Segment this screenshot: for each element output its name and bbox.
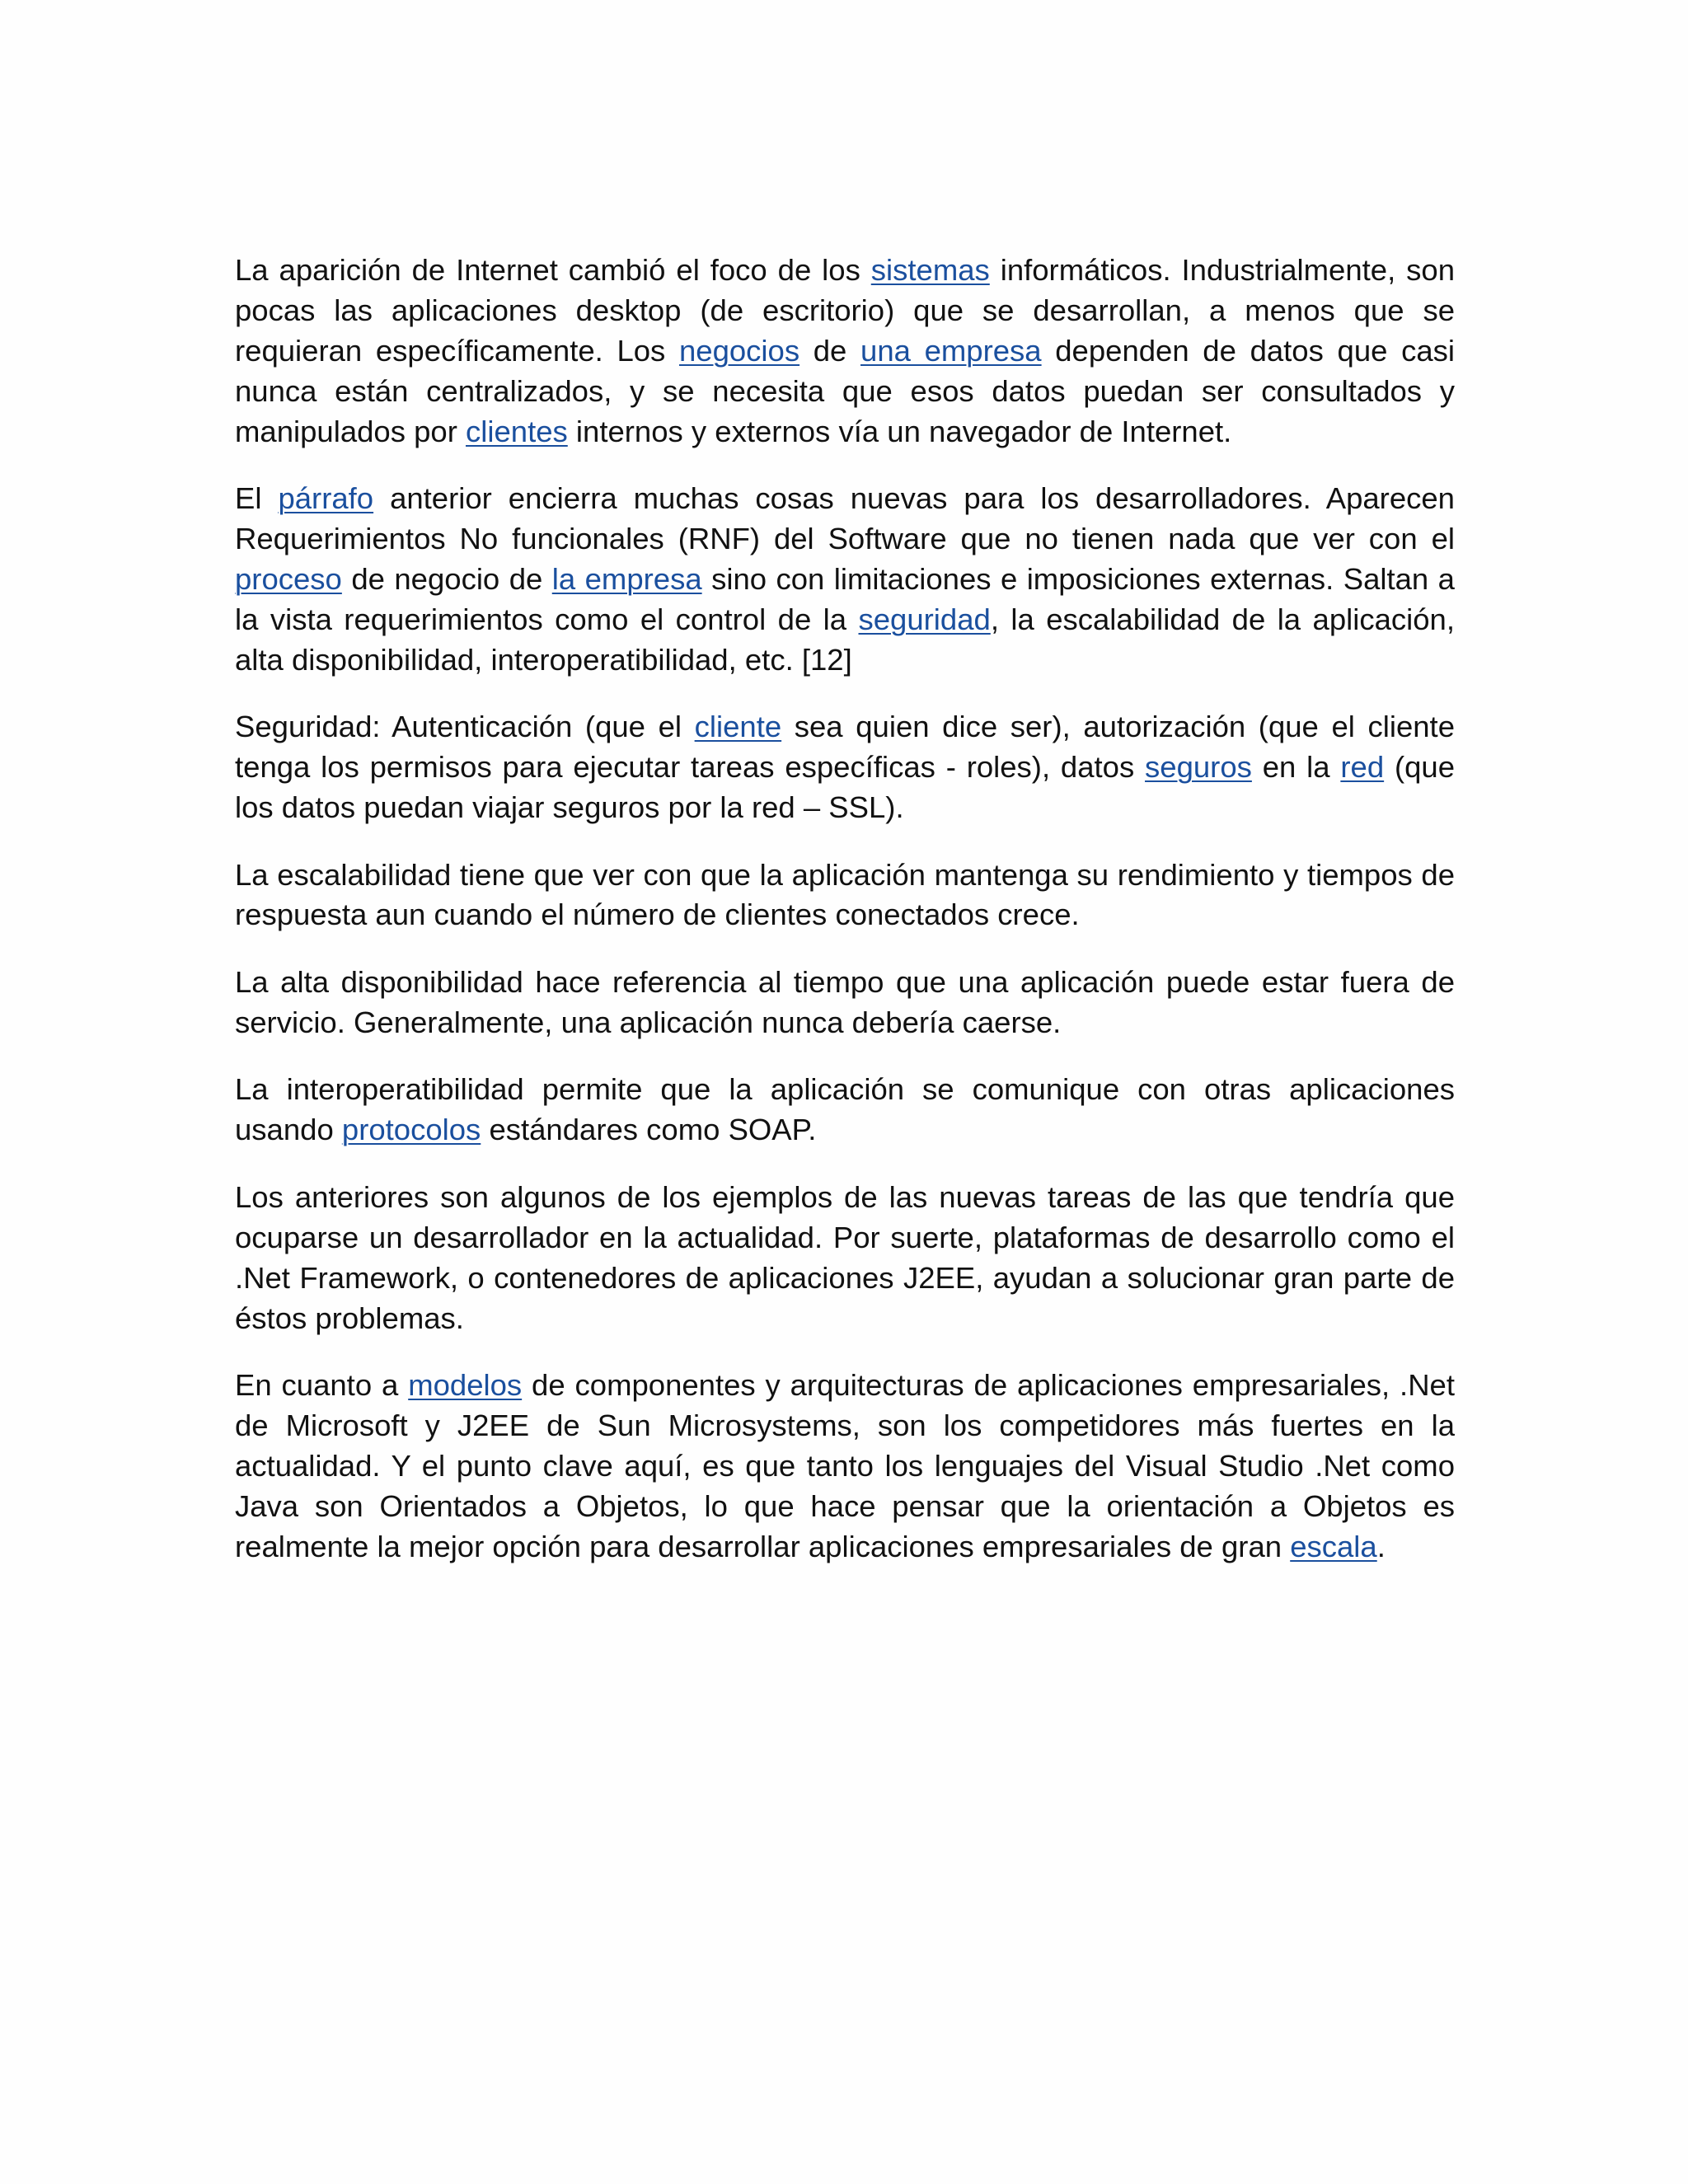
paragraph bbox=[235, 1178, 1455, 1339]
link-protocolos[interactable]: protocolos bbox=[341, 1113, 481, 1147]
link-sistemas[interactable]: sistemas bbox=[870, 253, 990, 287]
link-seguridad[interactable]: seguridad bbox=[858, 602, 991, 636]
text-span: dependen de datos que casi nunca están centralizados, y se necesita que esos datos puedan ser consultados y manipulados por bbox=[235, 333, 1455, 448]
document-body bbox=[235, 251, 1455, 1594]
paragraph bbox=[235, 1070, 1455, 1151]
paragraph bbox=[235, 479, 1455, 681]
link-proceso[interactable]: proceso bbox=[235, 561, 342, 596]
paragraph bbox=[235, 1366, 1455, 1568]
text-span: La alta disponibilidad hace referencia al tiempo que una aplicación puede estar fuera de servicio. Generalmente, una aplicación nunca debería caerse. bbox=[235, 964, 1455, 1039]
text-span: sea quien dice ser), autorización (que el cliente tenga los permisos para ejecutar tareas específicas - roles), datos bbox=[235, 710, 1455, 785]
link-clientes[interactable]: clientes bbox=[466, 414, 568, 448]
text-span: Los anteriores son algunos de los ejemplos de las nuevas tareas de las que tendría que ocuparse un desarrollador en la actualidad. Por suerte, plataformas de desarrollo como el .Net Framework, o contenedores de aplicaciones J2EE, ayudan a solucionar gran parte de éstos problemas. bbox=[235, 1179, 1455, 1335]
text-span: La aparición de Internet cambió el foco de los bbox=[235, 253, 871, 287]
text-span: en la bbox=[1251, 750, 1341, 785]
link-cliente[interactable]: cliente bbox=[694, 710, 782, 744]
text-span: La escalabilidad tiene que ver con que la aplicación mantenga su rendimiento y tiempos de respuesta aun cuando el número de clientes conectados crece. bbox=[235, 857, 1455, 932]
text-span: de componentes y arquitecturas de aplicaciones empresariales, .Net de Microsoft y J2EE de Sun Microsystems, son los competidores más fuertes en la actualidad. Y el punto clave aquí, es que tanto los lenguajes del Visual Studio .Net como Java son Orientados a Objetos, lo que hace pensar que la orientación a Objetos es realmente la mejor opción para desarrollar aplicaciones empresariales de gran bbox=[235, 1368, 1455, 1563]
text-span: de negocio de bbox=[341, 561, 552, 596]
link-la-empresa[interactable]: la empresa bbox=[551, 561, 702, 596]
text-span: estándares como SOAP. bbox=[481, 1113, 817, 1147]
text-span: anterior encierra muchas cosas nuevas para los desarrolladores. Aparecen Requerimientos No funcionales (RNF) del Software que no tienen nada que ver con el bbox=[235, 481, 1455, 556]
text-span: Seguridad: Autenticación (que el bbox=[235, 710, 695, 744]
link-negocios[interactable]: negocios bbox=[678, 333, 800, 368]
text-span: internos y externos vía un navegador de Internet. bbox=[567, 414, 1232, 448]
text-span: informáticos. Industrialmente, son pocas las aplicaciones desktop (de escritorio) que se desarrollan, a menos que se requieran específicamente. Los bbox=[235, 253, 1455, 368]
paragraph bbox=[235, 707, 1455, 828]
text-span: En cuanto a bbox=[235, 1368, 409, 1402]
text-span: El bbox=[235, 481, 279, 516]
paragraph bbox=[235, 251, 1455, 452]
link-una-empresa[interactable]: una empresa bbox=[860, 333, 1042, 368]
link-red[interactable]: red bbox=[1340, 750, 1385, 785]
link-modelos[interactable]: modelos bbox=[408, 1368, 523, 1402]
text-span: La interoperatibilidad permite que la aplicación se comunique con otras aplicaciones usando bbox=[235, 1072, 1455, 1147]
text-span: , la escalabilidad de la aplicación, alta disponibilidad, interoperatibilidad, etc. [12] bbox=[235, 602, 1455, 677]
link-parrafo[interactable]: párrafo bbox=[278, 481, 374, 516]
paragraph bbox=[235, 963, 1455, 1043]
text-span: . bbox=[1376, 1529, 1386, 1563]
link-escala[interactable]: escala bbox=[1290, 1529, 1377, 1563]
text-span: de bbox=[799, 333, 861, 368]
link-seguros[interactable]: seguros bbox=[1145, 750, 1252, 785]
text-span: sino con limitaciones e imposiciones externas. Saltan a la vista requerimientos como el control de la bbox=[235, 561, 1455, 636]
paragraph bbox=[235, 855, 1455, 936]
text-span: (que los datos puedan viajar seguros por la red – SSL). bbox=[235, 750, 1455, 825]
